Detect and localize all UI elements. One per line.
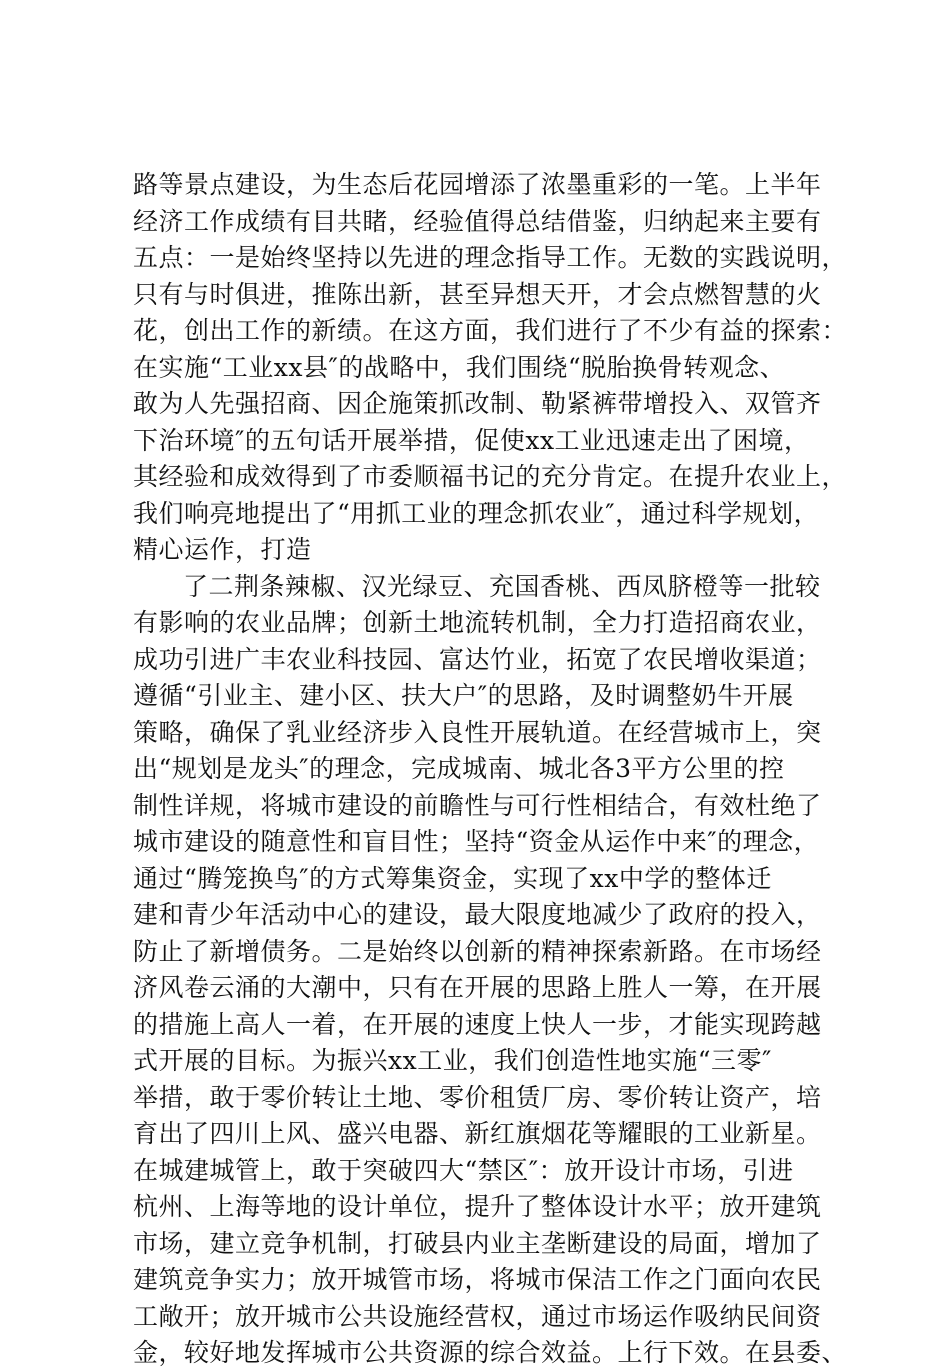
text-line: 五点：一是始终坚持以先进的理念指导工作。无数的实践说明， [133, 243, 848, 272]
text-line: 金，较好地发挥城市公共资源的综合效益。上行下效。在县委、 [133, 1338, 848, 1367]
text-line: 市场，建立竞争机制，打破县内业主垄断建设的局面，增加了 [133, 1228, 822, 1258]
text-line: 防止了新增债务。二是始终以创新的精神探索新路。在市场经 [133, 936, 822, 966]
text-line: 路等景点建设，为生态后花园增添了浓墨重彩的一笔。上半年 [133, 170, 822, 199]
text-line: 出“规划是龙头″的理念，完成城南、城北各3平方公里的控 [133, 754, 785, 783]
body-text [133, 167, 848, 1372]
text-line: 育出了四川上风、盛兴电器、新红旗烟花等耀眼的工业新星。 [133, 1119, 822, 1148]
text-line: 举措，敢于零价转让土地、零价租赁厂房、零价转让资产，培 [133, 1082, 822, 1112]
text-line: 成功引进广丰农业科技园、富达竹业，拓宽了农民增收渠道； [133, 644, 822, 674]
text-line: 杭州、上海等地的设计单位，提升了整体设计水平；放开建筑 [133, 1192, 822, 1221]
text-line: 有影响的农业品牌；创新土地流转机制，全力打造招商农业， [133, 608, 822, 637]
text-line: 的措施上高人一着，在开展的速度上快人一步，才能实现跨越 [133, 1009, 822, 1039]
text-line: 通过“腾笼换鸟″的方式筹集资金，实现了xx中学的整体迁 [133, 863, 772, 893]
text-line: 城市建设的随意性和盲目性；坚持“资金从运作中来″的理念， [133, 827, 820, 856]
text-line: 策略，确保了乳业经济步入良性开展轨道。在经营城市上，突 [133, 717, 822, 747]
text-line: 在实施“工业xx县″的战略中，我们围绕“脱胎换骨转观念、 [133, 352, 786, 382]
text-line: 经济工作成绩有目共睹，经验值得总结借鉴，归纳起来主要有 [133, 206, 822, 236]
text-line: 在城建城管上，敢于突破四大“禁区″：放开设计市场，引进 [133, 1155, 794, 1185]
text-line: 制性详规，将城市建设的前瞻性与可行性相结合，有效杜绝了 [133, 790, 822, 820]
text-line: 精心运作，打造 [133, 535, 312, 564]
text-line: 敢为人先强招商、因企施策抓改制、勒紧裤带增投入、双管齐 [133, 389, 822, 418]
text-line: 济风卷云涌的大潮中，只有在开展的思路上胜人一筹，在开展 [133, 973, 822, 1002]
text-line: 式开展的目标。为振兴xx工业，我们创造性地实施“三零″ [133, 1046, 772, 1075]
text-line: 工敞开；放开城市公共设施经营权，通过市场运作吸纳民间资 [133, 1301, 822, 1331]
text-line: 建筑竞争实力；放开城管市场，将城市保洁工作之门面向农民 [133, 1265, 822, 1294]
text-line: 遵循“引业主、建小区、扶大户″的思路，及时调整奶牛开展 [133, 681, 794, 710]
text-line: 下治环境″的五句话开展举措，促使xx工业迅速走出了困境， [133, 425, 810, 455]
text-line: 花，创出工作的新绩。在这方面，我们进行了不少有益的探索： [133, 316, 848, 345]
text-line: 只有与时俱进，推陈出新，甚至异想天开，才会点燃智慧的火 [133, 279, 822, 309]
text-line: 我们响亮地提出了“用抓工业的理念抓农业″，通过科学规划， [133, 498, 820, 528]
text-line-indented: 了二荆条辣椒、汉光绿豆、充国香桃、西凤脐橙等一批较 [183, 571, 821, 601]
text-line: 其经验和成效得到了市委顺福书记的充分肯定。在提升农业上， [133, 462, 848, 491]
text-line: 建和青少年活动中心的建设，最大限度地减少了政府的投入， [133, 900, 822, 929]
